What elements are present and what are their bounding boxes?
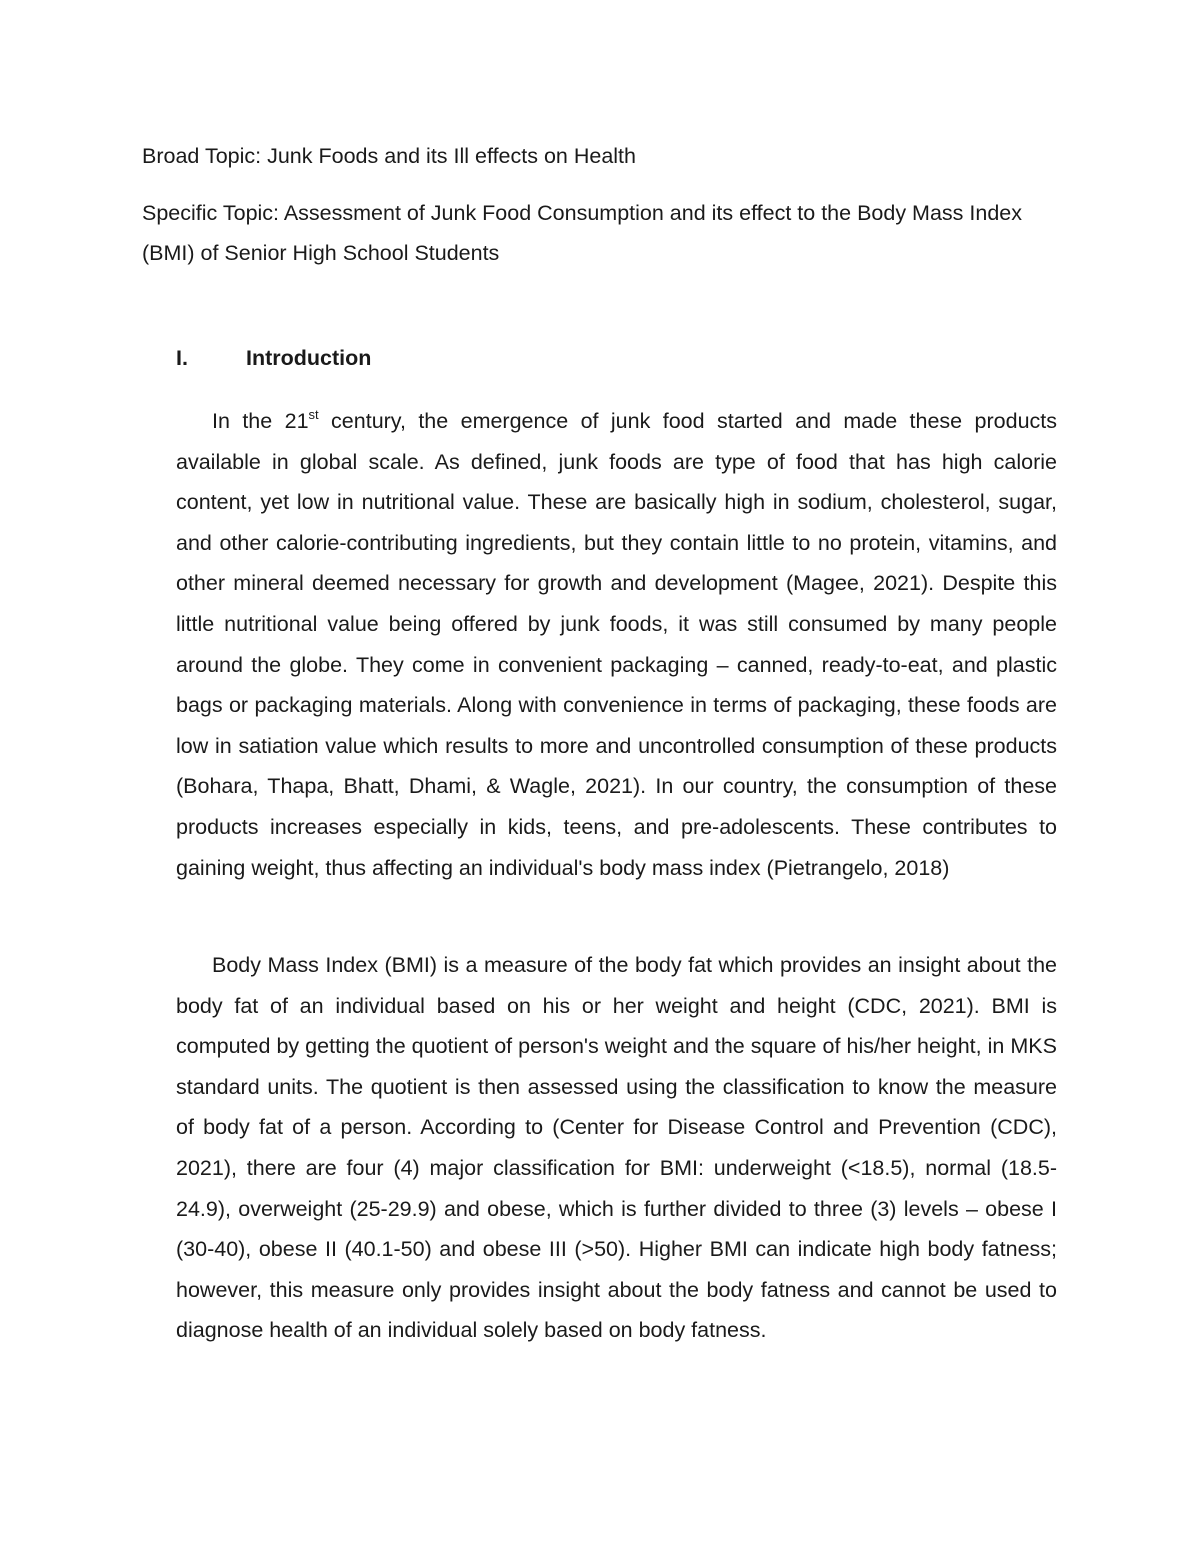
introduction-paragraph-1: [176, 401, 1057, 888]
broad-topic: Broad Topic: Junk Foods and its Ill effects on Health: [142, 144, 636, 168]
introduction-paragraph-2: Body Mass Index (BMI) is a measure of the body fat which provides an insight about the body fat of an individual based on his or her weight and height (CDC, 2021). BMI is computed by getting the quotient of person's weight and the square of his/her height, in MKS standard units. The quotient is then assessed using the classification to know the measure of body fat of a person. According to (Center for Disease Control and Prevention (CDC), 2021), there are four (4) major classification for BMI: underweight (<18.5), normal (18.5-24.9), overweight (25-29.9) and obese, which is further divided to three (3) levels – obese I (30-40), obese II (40.1-50) and obese III (>50). Higher BMI can indicate high body fatness; however, this measure only provides insight about the body fatness and cannot be used to diagnose health of an individual solely based on body fatness.: [176, 953, 1057, 1343]
specific-topic: Specific Topic: Assessment of Junk Food Consumption and its effect to the Body Mass Index (BMI) of Senior High School Students: [142, 201, 1022, 265]
paragraph-1-body: century, the emergence of junk food started and made these products available in global scale. As defined, junk foods are type of food that has high calorie content, yet low in nutritional value. These are basically high in sodium, cholesterol, sugar, and other calorie-contributing ingredients, but they contain little to no protein, vitamins, and other mineral deemed necessary for growth and development (Magee, 2021). Despite this little nutritional value being offered by junk foods, it was still consumed by many people around the globe. They come in convenient packaging – canned, ready-to-eat, and plastic bags or packaging materials. Along with convenience in terms of packaging, these foods are low in satiation value which results to more and uncontrolled consumption of these products (Bohara, Thapa, Bhatt, Dhami, & Wagle, 2021). In our country, the consumption of these products increases especially in kids, teens, and pre-adolescents. These contributes to gaining weight, thus affecting an individual's body mass index (Pietrangelo, 2018): [176, 409, 1057, 880]
ordinal-superscript: st: [308, 406, 319, 422]
section-title: Introduction: [246, 346, 372, 370]
section-number: I.: [176, 346, 188, 370]
paragraph-1-lead: In the 21: [212, 409, 309, 433]
section-heading: [176, 346, 371, 371]
